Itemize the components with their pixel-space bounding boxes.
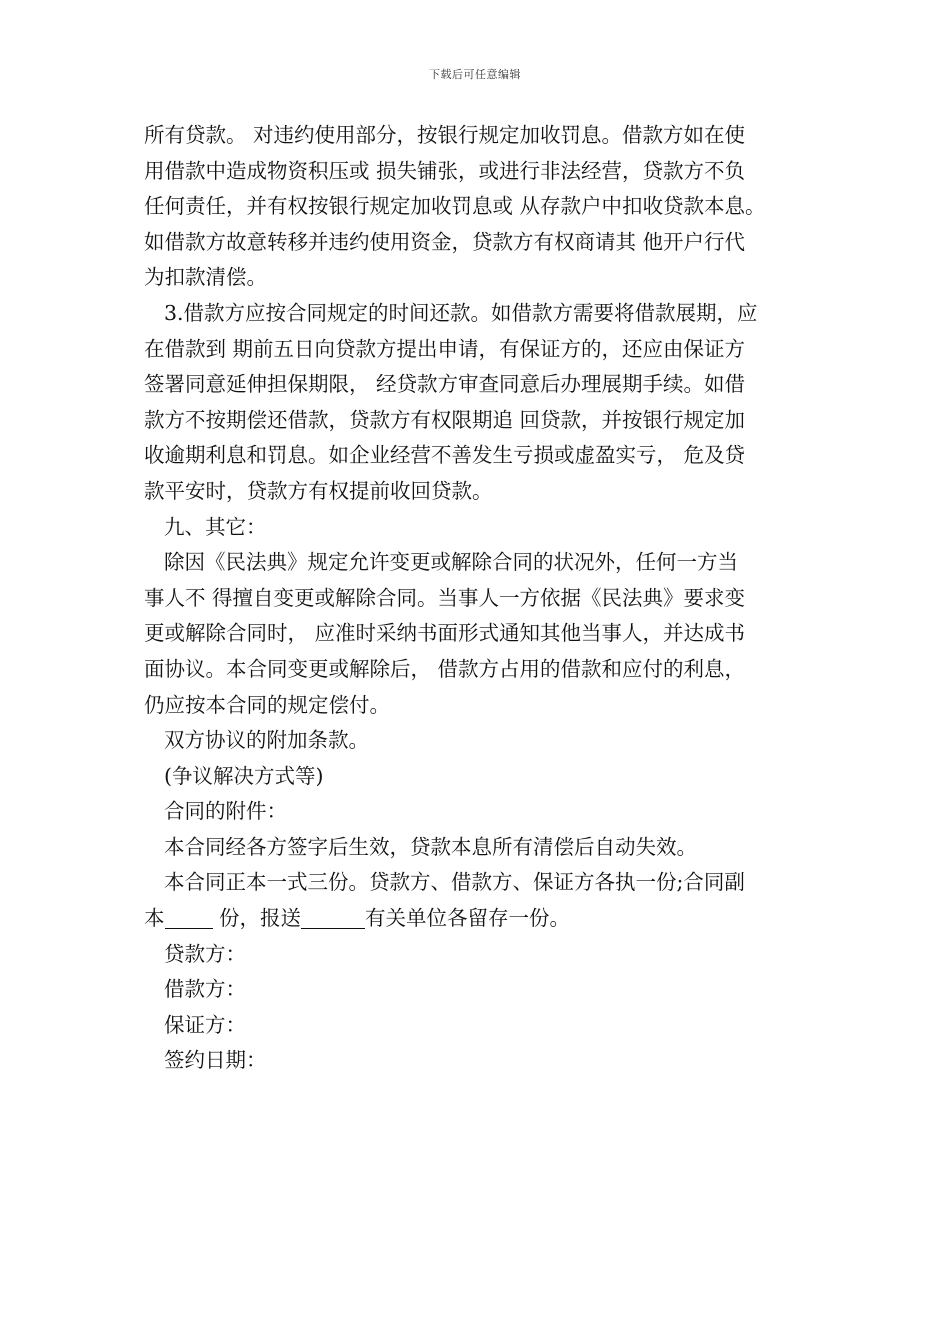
text-line: 为扣款清偿。 bbox=[144, 265, 267, 290]
paragraph-copies bbox=[144, 865, 820, 936]
text-line bbox=[144, 901, 820, 937]
signing-date-label: 签约日期： bbox=[164, 1048, 267, 1073]
effective-clause: 本合同经各方签字后生效，贷款本息所有清偿后自动失效。 bbox=[164, 834, 697, 859]
paragraph-loan-misuse bbox=[144, 118, 820, 296]
paragraph-contract-change bbox=[144, 545, 820, 723]
copies-text-part: 份，报送 bbox=[212, 906, 302, 931]
additional-terms: 双方协议的附加条款。 bbox=[164, 728, 369, 753]
copies-text-part: 有关单位各留存一份。 bbox=[365, 906, 571, 931]
dispute-resolution: (争议解决方式等) bbox=[164, 763, 324, 788]
signature-block bbox=[144, 937, 820, 1079]
paragraph-repayment bbox=[144, 296, 820, 510]
text-line: 任何责任，并有权按银行规定加收罚息或 从存款户中扣收贷款本息。 bbox=[144, 194, 766, 219]
text-line: 如借款方故意转移并违约使用资金，贷款方有权商请其 他开户行代 bbox=[144, 229, 746, 254]
page-header: 下载后可任意编辑 bbox=[429, 68, 521, 81]
text-line: 签署同意延伸担保期限， 经贷款方审查同意后办理展期手续。如借 bbox=[144, 372, 746, 397]
text-line: 本合同正本一式三份。贷款方、借款方、保证方各执一份;合同副 bbox=[164, 870, 745, 895]
text-line: 所有贷款。 对违约使用部分，按银行规定加收罚息。借款方如在使 bbox=[144, 123, 746, 147]
text-line: 面协议。本合同变更或解除后， 借款方占用的借款和应付的利息， bbox=[144, 656, 746, 681]
copies-text-part: 本 bbox=[144, 906, 165, 931]
section-heading-other: 九、其它： bbox=[164, 514, 267, 539]
text-line: 款平安时，贷款方有权提前收回贷款。 bbox=[144, 478, 493, 503]
contract-attachments: 合同的附件： bbox=[164, 799, 287, 824]
text-line: 3.借款方应按合同规定的时间还款。如借款方需要将借款展期，应 bbox=[164, 300, 758, 325]
text-line: 更或解除合同时， 应准时采纳书面形式通知其他当事人，并达成书 bbox=[144, 621, 746, 646]
document-body bbox=[144, 118, 820, 1079]
text-line: 事人不 得擅自变更或解除合同。当事人一方依据《民法典》要求变 bbox=[144, 585, 746, 610]
recipient-blank bbox=[301, 906, 365, 929]
text-line: 在借款到 期前五日向贷款方提出申请，有保证方的，还应由保证方 bbox=[144, 336, 746, 361]
borrower-signature-label: 借款方： bbox=[164, 977, 246, 1002]
text-line: 收逾期利息和罚息。如企业经营不善发生亏损或虚盈实亏， 危及贷 bbox=[144, 443, 746, 468]
text-line: 除因《民法典》规定允许变更或解除合同的状况外，任何一方当 bbox=[164, 550, 738, 575]
text-line: 款方不按期偿还借款，贷款方有权限期追 回贷款，并按银行规定加 bbox=[144, 407, 746, 432]
text-line: 用借款中造成物资积压或 损失铺张，或进行非法经营，贷款方不负 bbox=[144, 158, 746, 183]
text-line: 仍应按本合同的规定偿付。 bbox=[144, 692, 390, 717]
lender-signature-label: 贷款方： bbox=[164, 941, 246, 966]
guarantor-signature-label: 保证方： bbox=[164, 1012, 246, 1037]
copies-count-blank bbox=[165, 906, 213, 929]
